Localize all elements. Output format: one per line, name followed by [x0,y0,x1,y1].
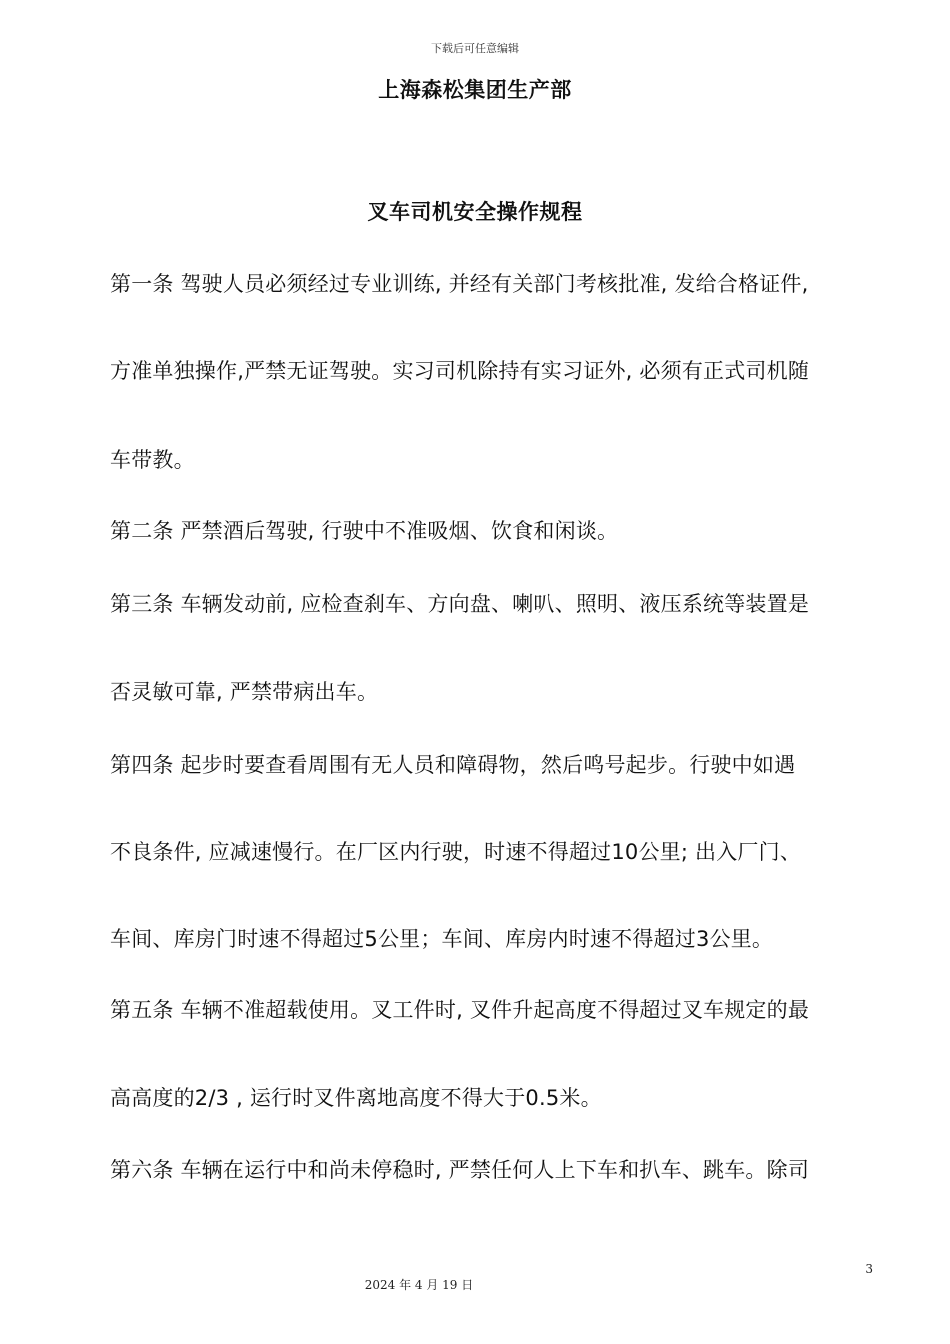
article-1-line-3: 车带教。 [110,448,195,472]
page-number: 3 [865,1262,873,1276]
article-1-line-2: 方准单独操作,严禁无证驾驶。实习司机除持有实习证外, 必须有正式司机随 [110,359,810,383]
article-4-line-2: 不良条件, 应减速慢行。在厂区内行驶，时速不得超过10公里; 出入厂门、 [110,840,802,864]
article-4-line-1: 第四条 起步时要查看周围有无人员和障碍物，然后鸣号起步。行驶中如遇 [110,753,796,777]
footer-date: 2024 年 4 月 19 日 [364,1278,474,1292]
organization-title: 上海森松集团生产部 [378,78,572,102]
document-title: 叉车司机安全操作规程 [367,200,583,224]
article-5-line-1: 第五条 车辆不准超载使用。叉工件时, 叉件升起高度不得超过叉车规定的最 [110,998,810,1022]
article-4-line-3: 车间、库房门时速不得超过5公里；车间、库房内时速不得超过3公里。 [110,927,774,951]
article-6-line-1: 第六条 车辆在运行中和尚未停稳时, 严禁任何人上下车和扒车、跳车。除司 [110,1158,810,1182]
article-1-line-1: 第一条 驾驶人员必须经过专业训练, 并经有关部门考核批准, 发给合格证件, [110,272,809,296]
article-5-line-2: 高高度的2/3 , 运行时叉件离地高度不得大于0.5米。 [110,1086,602,1110]
header-note: 下载后可任意编辑 [431,42,519,55]
article-3-line-2: 否灵敏可靠, 严禁带病出车。 [110,680,379,704]
article-2-line-1: 第二条 严禁酒后驾驶, 行驶中不准吸烟、饮食和闲谈。 [110,519,619,543]
article-3-line-1: 第三条 车辆发动前, 应检查刹车、方向盘、喇叭、照明、液压系统等装置是 [110,592,810,616]
